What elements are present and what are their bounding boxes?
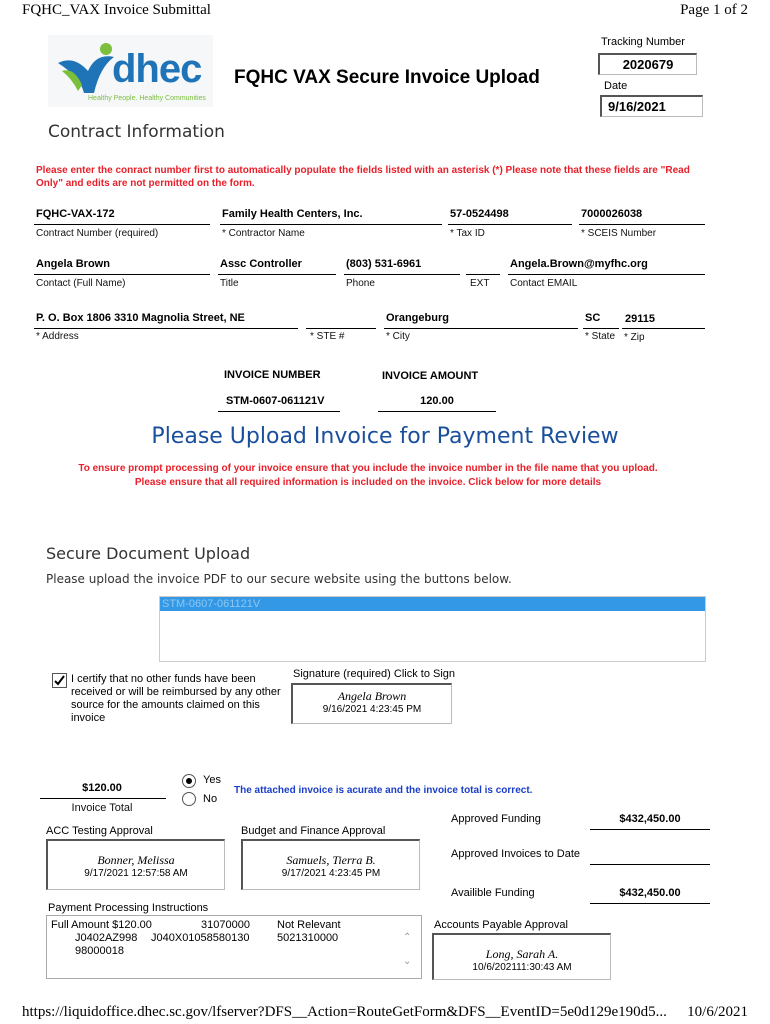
- acc-approval-box[interactable]: [46, 839, 225, 890]
- ap-approval-name: Long, Sarah A.: [485, 947, 559, 961]
- signature-box[interactable]: [291, 683, 452, 724]
- secure-upload-heading: Secure Document Upload: [46, 544, 251, 563]
- invoice-amount-value[interactable]: 120.00: [420, 395, 454, 407]
- zip-label: * Zip: [624, 332, 645, 343]
- acc-approval-datetime: 9/17/2021 12:57:58 AM: [84, 868, 188, 879]
- tracking-number-field[interactable]: 2020679: [598, 53, 697, 75]
- zip-value: 29115: [625, 313, 655, 325]
- yes-label: Yes: [203, 774, 221, 786]
- budget-approval-datetime: 9/17/2021 4:23:45 PM: [281, 868, 381, 879]
- contact-value[interactable]: Angela Brown: [36, 258, 110, 270]
- file-list[interactable]: [159, 596, 706, 662]
- logo-text: dhec: [112, 47, 202, 91]
- file-list-item[interactable]: STM-0607-061121V: [160, 597, 705, 611]
- available-funding-label: Availible Funding: [451, 887, 535, 899]
- contract-number-value[interactable]: FQHC-VAX-172: [36, 208, 115, 220]
- secure-upload-instruction: Please upload the invoice PDF to our secure website using the buttons below.: [46, 572, 512, 586]
- tax-id-value: 57-0524498: [450, 208, 509, 220]
- upload-notice-line2: Please ensure that all required information is included on the invoice. Click below for more details: [134, 477, 602, 488]
- budget-approval-label: Budget and Finance Approval: [241, 825, 386, 837]
- print-header-page: Page 1 of 2: [680, 2, 748, 18]
- approved-invoices-label: Approved Invoices to Date: [451, 848, 581, 860]
- sceis-label: * SCEIS Number: [581, 228, 657, 239]
- signature-name: Angela Brown: [337, 689, 407, 703]
- certify-checkbox[interactable]: [52, 673, 67, 688]
- print-footer-date: 10/6/2021: [687, 1004, 748, 1020]
- contractor-name-label: * Contractor Name: [222, 228, 305, 239]
- signature-label: Signature (required) Click to Sign: [293, 668, 456, 680]
- state-label: * State: [585, 331, 616, 342]
- scroll-down-icon[interactable]: ⌄: [403, 956, 412, 967]
- state-value: SC: [585, 312, 601, 324]
- ap-approval-label: Accounts Payable Approval: [434, 919, 568, 931]
- invoice-total-value: $120.00: [82, 782, 122, 794]
- payment-line1-a: Full Amount $120.00: [51, 919, 152, 931]
- signature-datetime: 9/16/2021 4:23:45 PM: [322, 704, 422, 715]
- email-value[interactable]: Angela.Brown@myfhc.org: [510, 258, 648, 270]
- no-radio[interactable]: [182, 792, 196, 806]
- upload-notice-line1: To ensure prompt processing of your invoice ensure that you include the invoice number in the file name that you upload.: [78, 463, 658, 474]
- payment-line1-b: 31070000: [201, 919, 250, 931]
- dhec-logo: [48, 35, 213, 107]
- address-label: * Address: [36, 331, 79, 342]
- approved-funding-label: Approved Funding: [451, 813, 541, 825]
- yes-radio[interactable]: [182, 774, 196, 788]
- invoice-amount-label: INVOICE AMOUNT: [382, 370, 479, 382]
- print-footer-url: https://liquidoffice.dhec.sc.gov/lfserver?DFS__Action=RouteGetForm&DFS__EventID=5e0d129e190d5...: [22, 1004, 667, 1020]
- ap-approval-box[interactable]: [432, 933, 611, 980]
- budget-approval-name: Samuels, Tierra B.: [286, 853, 376, 867]
- payment-line1-c: Not Relevant: [277, 919, 341, 931]
- date-label: Date: [604, 80, 628, 92]
- print-header-title: FQHC_VAX Invoice Submittal: [22, 2, 211, 18]
- sceis-value: 7000026038: [581, 208, 643, 220]
- ste-label: * STE #: [310, 331, 345, 342]
- approved-funding-value: $432,450.00: [619, 813, 681, 825]
- tax-id-label: * Tax ID: [450, 228, 485, 239]
- payment-textarea[interactable]: [46, 915, 422, 979]
- acc-approval-label: ACC Testing Approval: [46, 825, 153, 837]
- contract-info-heading: Contract Information: [48, 122, 225, 142]
- title-value[interactable]: Assc Controller: [220, 258, 302, 270]
- certify-text: I certify that no other funds have been received or will be reimbursed by any other source for the amounts claimed on this invoice: [71, 673, 281, 724]
- budget-approval-box[interactable]: [241, 839, 420, 890]
- phone-value[interactable]: (803) 531-6961: [346, 258, 422, 270]
- contract-notice: Please enter the conract number first to automatically populate the fields listed with an asterisk (*) Please note that these fields are "Read Only" and edits are not permitted on the form.: [36, 165, 690, 189]
- contact-label: Contact (Full Name): [36, 278, 126, 289]
- phone-label: Phone: [346, 278, 375, 289]
- payment-line3-a: 98000018: [75, 945, 124, 957]
- invoice-total-label: Invoice Total: [71, 802, 133, 814]
- form-title: FQHC VAX Secure Invoice Upload: [234, 67, 540, 88]
- upload-heading: Please Upload Invoice for Payment Review: [151, 424, 619, 449]
- no-label: No: [203, 793, 218, 805]
- ap-approval-datetime: 10/6/202111:30:43 AM: [472, 962, 572, 973]
- city-label: * City: [386, 331, 410, 342]
- payment-label: Payment Processing Instructions: [48, 902, 209, 914]
- accuracy-statement: The attached invoice is acurate and the invoice total is correct.: [234, 785, 533, 796]
- email-label: Contact EMAIL: [510, 278, 578, 289]
- payment-line2-b: J040X01058580130: [151, 932, 250, 944]
- address-value: P. O. Box 1806 3310 Magnolia Street, NE: [36, 312, 245, 324]
- invoice-number-label: INVOICE NUMBER: [224, 369, 321, 381]
- date-field[interactable]: 9/16/2021: [600, 95, 703, 117]
- checkmark-icon: [53, 674, 66, 687]
- city-value: Orangeburg: [386, 312, 449, 324]
- scroll-up-icon[interactable]: ⌃: [403, 932, 412, 943]
- logo-tagline: Healthy People. Healthy Communities: [88, 95, 206, 102]
- contract-number-label: Contract Number (required): [36, 228, 159, 239]
- invoice-number-value[interactable]: STM-0607-061121V: [226, 395, 325, 407]
- ext-label: EXT: [470, 278, 490, 289]
- available-funding-value: $432,450.00: [619, 887, 681, 899]
- payment-line2-a: J0402AZ998: [75, 932, 138, 944]
- tracking-label: Tracking Number: [601, 36, 685, 48]
- acc-approval-name: Bonner, Melissa: [97, 853, 175, 867]
- payment-line2-c: 5021310000: [277, 932, 339, 944]
- title-label: Title: [220, 278, 239, 289]
- contractor-name-value: Family Health Centers, Inc.: [222, 208, 363, 220]
